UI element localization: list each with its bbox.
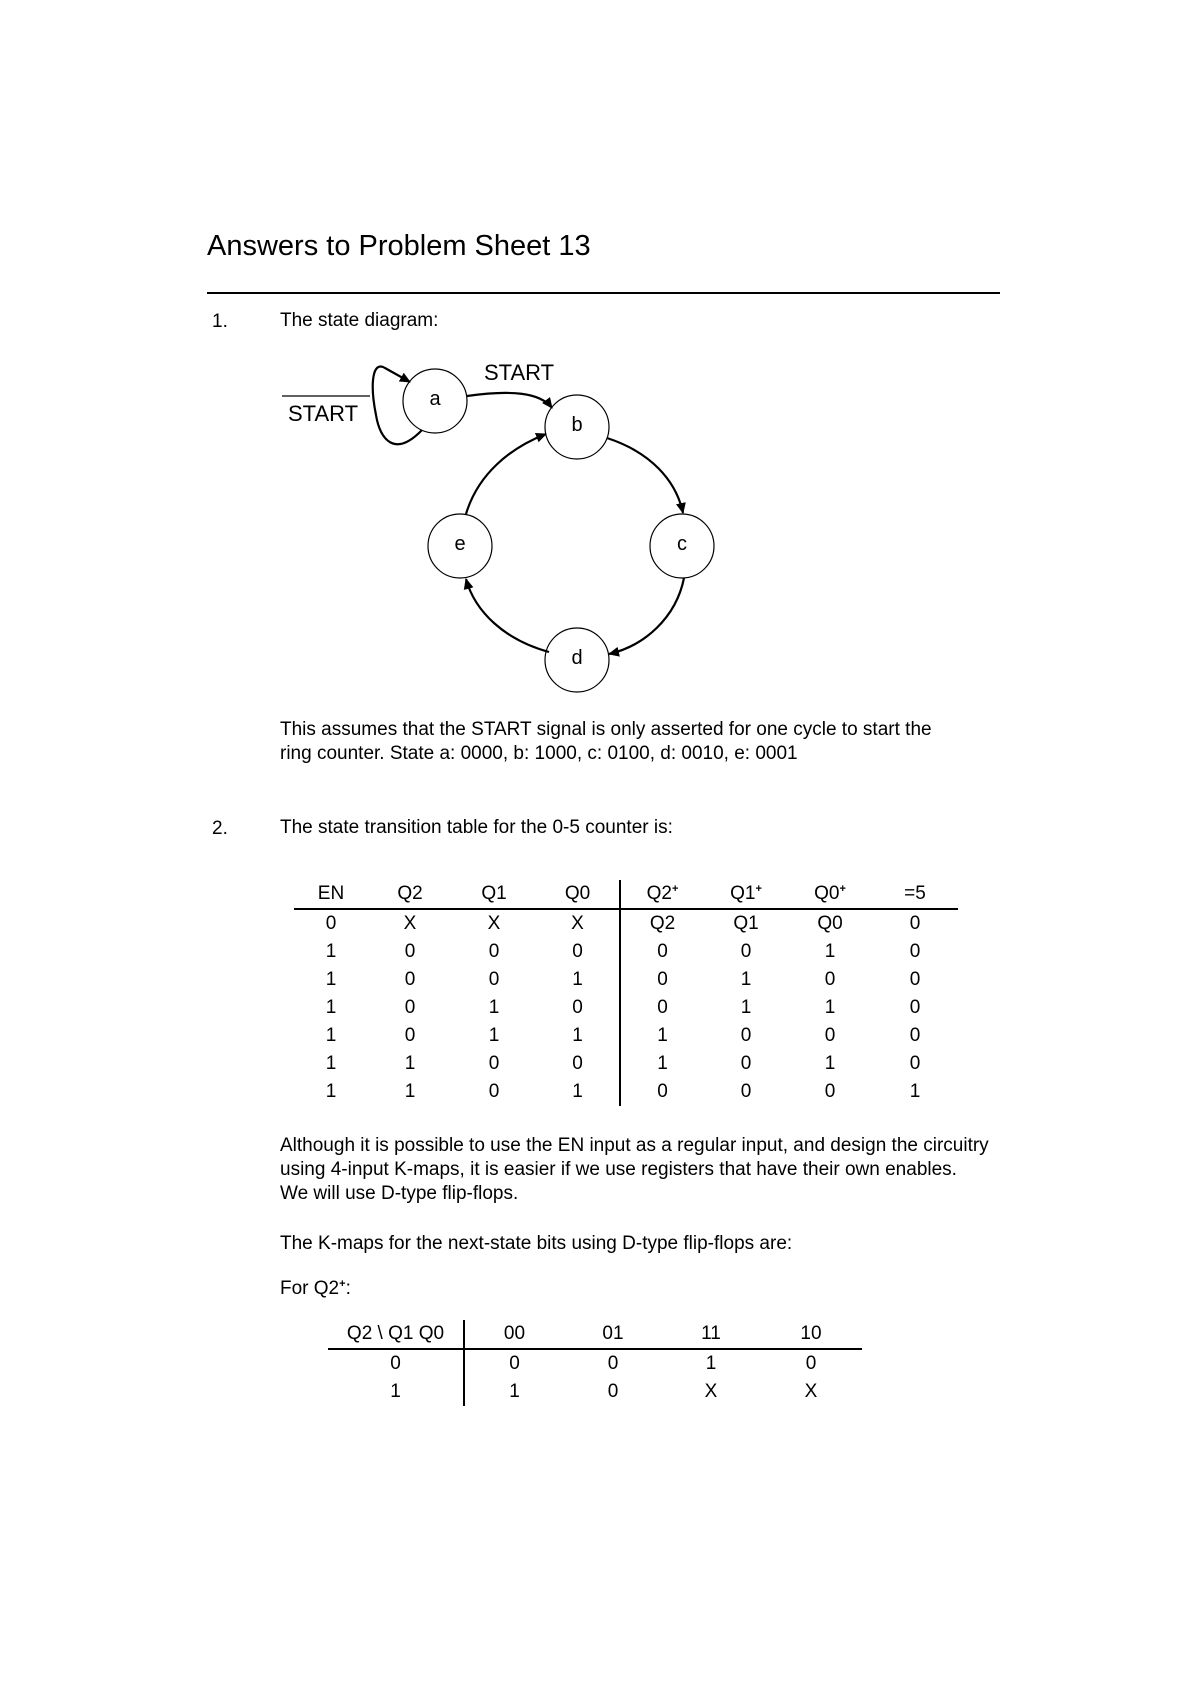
table-cell: 0	[509, 1353, 520, 1374]
table-cell: 1	[325, 1053, 337, 1074]
transition-c-to-d	[609, 578, 684, 654]
table-cell: 1	[740, 969, 752, 990]
kmap-corner-label: Q2 \ Q1 Q0	[328, 1320, 464, 1349]
table-cell: 0	[536, 1050, 620, 1078]
table-cell: 0	[404, 969, 416, 990]
table-cell: 0	[909, 941, 921, 962]
kmap-row-label: 0	[328, 1349, 464, 1378]
header-q2-next: Q2+	[620, 880, 704, 909]
table-cell: X	[804, 1381, 818, 1402]
table-cell: 1	[909, 1081, 921, 1102]
kmap-table	[328, 1320, 862, 1406]
table-cell: 1	[536, 1022, 620, 1050]
table-cell: 1	[824, 941, 836, 962]
table-cell: 1	[740, 997, 752, 1018]
table-cell: 1	[325, 941, 337, 962]
table-row	[294, 909, 958, 938]
not-start-loop-label: START	[288, 401, 359, 426]
start-transition-label: START	[484, 360, 555, 385]
table-cell: 0	[404, 997, 416, 1018]
table-cell: Q1	[733, 913, 759, 934]
header-q1: Q1	[452, 880, 536, 909]
table-row	[294, 938, 958, 966]
table-cell: 0	[740, 941, 752, 962]
table-row	[294, 1050, 958, 1078]
table-cell: 0	[824, 969, 836, 990]
table-cell: 1	[824, 997, 836, 1018]
table-cell: 0	[488, 1081, 500, 1102]
question-1-intro: The state diagram:	[280, 310, 439, 331]
table-cell: 0	[740, 1025, 752, 1046]
table-cell: 1	[325, 1025, 337, 1046]
table-cell: 0	[657, 941, 668, 962]
table-cell: 0	[488, 969, 500, 990]
table-cell: 0	[536, 994, 620, 1022]
table-cell: 1	[705, 1353, 717, 1374]
kmap-row	[328, 1378, 862, 1406]
state-transition-table	[294, 880, 958, 1106]
question-1-note-line-2: ring counter. State a: 0000, b: 1000, c: 0100, d: 0010, e: 0001	[280, 743, 798, 764]
table-cell: 0	[657, 969, 668, 990]
table-row	[294, 1078, 958, 1106]
table-cell: 0	[657, 997, 668, 1018]
header-q1-next: Q1+	[704, 880, 788, 909]
table-cell: 1	[657, 1025, 668, 1046]
kmap-col-header: 11	[662, 1320, 760, 1349]
table-row	[294, 966, 958, 994]
transition-d-to-e	[466, 579, 549, 652]
table-cell: 0	[909, 969, 921, 990]
table-row	[294, 1022, 958, 1050]
question-2-number: 2.	[212, 818, 228, 839]
table-cell: 0	[909, 1025, 921, 1046]
header-q0-next: Q0+	[788, 880, 872, 909]
table-cell: 0	[740, 1081, 752, 1102]
self-loop-arrow	[373, 366, 422, 444]
header-q2: Q2	[368, 880, 452, 909]
table-cell: 0	[657, 1081, 668, 1102]
table-cell: 0	[488, 941, 500, 962]
table-cell: 0	[404, 1025, 416, 1046]
kmap-col-header: 00	[464, 1320, 564, 1349]
table-cell: 1	[325, 1081, 337, 1102]
table-cell: X	[487, 913, 501, 934]
question-2-paragraph-2: The K-maps for the next-state bits using D-type flip-flops are:	[280, 1233, 793, 1254]
header-en: EN	[294, 880, 368, 909]
table-cell: 1	[488, 997, 500, 1018]
question-1-number: 1.	[212, 311, 228, 332]
kmap-header-row	[328, 1320, 862, 1349]
state-a-label: a	[429, 388, 441, 410]
kmap-row-label: 1	[328, 1378, 464, 1406]
kmap-row	[328, 1349, 862, 1378]
table-cell: Q2	[649, 913, 676, 934]
kmap-col-header: 01	[564, 1320, 662, 1349]
question-2-intro: The state transition table for the 0-5 counter is:	[280, 817, 673, 838]
table-cell: 1	[824, 1053, 836, 1074]
state-e-label: e	[454, 533, 466, 555]
table-cell: X	[403, 913, 417, 934]
table-cell: 0	[824, 1025, 836, 1046]
page-title: Answers to Problem Sheet 13	[207, 230, 591, 262]
header-q0: Q0	[536, 880, 620, 909]
transition-b-to-c	[607, 438, 683, 513]
table-cell: 1	[536, 966, 620, 994]
table-cell: 1	[488, 1025, 500, 1046]
table-cell: 1	[657, 1053, 668, 1074]
state-d-label: d	[571, 647, 583, 669]
table-cell: Q0	[817, 913, 843, 934]
state-b-label: b	[571, 414, 583, 436]
table-cell: 0	[488, 1053, 500, 1074]
table-cell: X	[536, 909, 620, 938]
table-header-row	[294, 880, 958, 909]
state-c-label: c	[677, 533, 687, 555]
transition-e-to-b	[466, 434, 546, 514]
table-cell: 0	[740, 1053, 752, 1074]
header-eq5: =5	[872, 880, 958, 909]
question-1-note-line-1: This assumes that the START signal is only asserted for one cycle to start the	[280, 719, 932, 740]
table-cell: 1	[509, 1381, 520, 1402]
table-cell: X	[704, 1381, 718, 1402]
table-cell: 0	[325, 913, 337, 934]
table-cell: 0	[824, 1081, 836, 1102]
table-cell: 0	[607, 1381, 619, 1402]
kmap-col-header: 10	[760, 1320, 862, 1349]
kmap-label: For Q2+:	[280, 1278, 351, 1299]
table-cell: 1	[536, 1078, 620, 1106]
table-cell: 0	[909, 1053, 921, 1074]
table-cell: 0	[404, 941, 416, 962]
transition-a-to-b	[467, 393, 552, 408]
table-cell: 0	[607, 1353, 619, 1374]
table-cell: 1	[325, 969, 337, 990]
table-cell: 1	[325, 997, 337, 1018]
table-cell: 0	[909, 913, 921, 934]
table-cell: 0	[909, 997, 921, 1018]
table-cell: 1	[404, 1081, 416, 1102]
question-2-paragraph-1: Although it is possible to use the EN input as a regular input, and design the circuitry using 4-input K-maps, it is easier if we use registers that have their own enables. We will use D-type flip-flops.	[280, 1135, 989, 1204]
table-row	[294, 994, 958, 1022]
table-cell: 1	[404, 1053, 416, 1074]
table-cell: 0	[805, 1353, 817, 1374]
table-cell: 0	[536, 938, 620, 966]
